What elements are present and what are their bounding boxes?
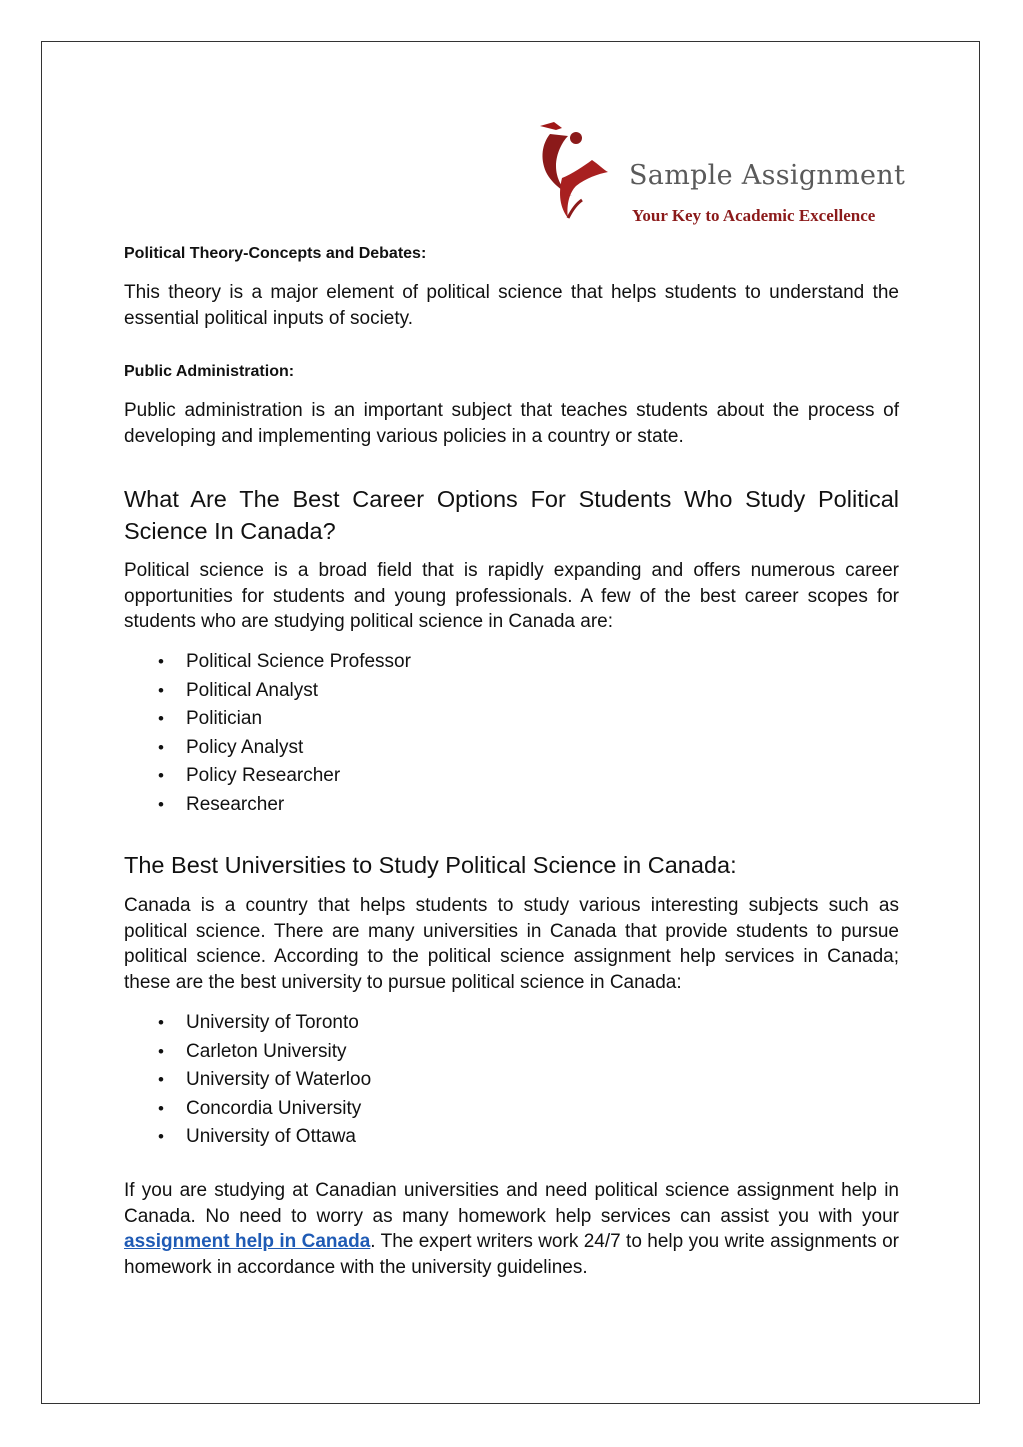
careers-title: What Are The Best Career Options For Students Who Study Political Science In Canada?	[124, 486, 899, 544]
closing-paragraph	[124, 1178, 899, 1280]
careers-text: Political science is a broad field that is rapidly expanding and offers numerous career opportunities for students and young professionals. A few of the best career scopes for students who are studying political science in Canada are:	[124, 560, 899, 632]
closing-text-after: . The expert writers work 24/7 to help you write assignments or homework in accordance with the university guidelines.	[124, 1231, 899, 1278]
logo-name: Sample Assignment	[629, 160, 906, 191]
list-item: • University of Toronto	[124, 1009, 371, 1038]
sample-assignment-logo	[532, 120, 906, 230]
list-item: • Politician	[124, 705, 411, 734]
list-item: • Political Science Professor	[124, 648, 411, 677]
list-item: • Concordia University	[124, 1095, 371, 1124]
list-item: • University of Waterloo	[124, 1066, 371, 1095]
admin-text: Public administration is an important subject that teaches students about the process of developing and implementing various policies in a country or state.	[124, 400, 899, 447]
careers-list	[124, 648, 411, 820]
universities-title: The Best Universities to Study Political Science in Canada:	[124, 852, 737, 878]
list-item: • Political Analyst	[124, 677, 411, 706]
assignment-help-link[interactable]: assignment help in Canada	[124, 1231, 371, 1252]
list-item: • Researcher	[124, 791, 411, 820]
admin-heading: Public Administration:	[124, 363, 295, 380]
universities-text: Canada is a country that helps students to study various interesting subjects such as political science. There are many universities in Canada that provide students to pursue political science. According to the political science assignment help services in Canada; these are the best university to pursue political science in Canada:	[124, 895, 899, 993]
closing-text-before: If you are studying at Canadian universities and need political science assignment help in Canada. No need to worry as many homework help services can assist you with your	[124, 1180, 899, 1227]
universities-list	[124, 1009, 371, 1152]
list-item: • University of Ottawa	[124, 1123, 371, 1152]
theory-heading: Political Theory-Concepts and Debates:	[124, 245, 427, 262]
logo-figure-icon	[532, 120, 632, 230]
logo-tagline: Your Key to Academic Excellence	[632, 206, 876, 225]
list-item: • Policy Researcher	[124, 762, 411, 791]
theory-text: This theory is a major element of political science that helps students to understand the essential political inputs of society.	[124, 282, 899, 329]
list-item: • Policy Analyst	[124, 734, 411, 763]
list-item: • Carleton University	[124, 1038, 371, 1067]
